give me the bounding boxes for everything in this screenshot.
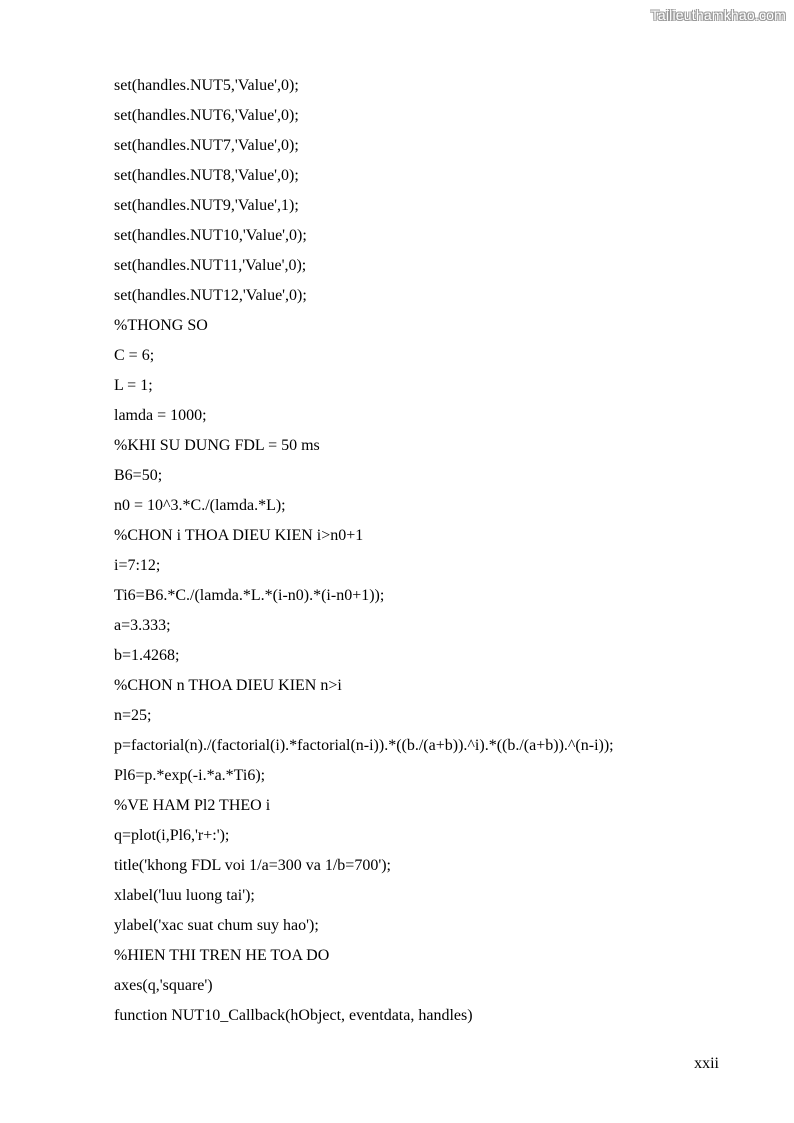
- code-comment: %CHON n THOA DIEU KIEN n>i: [114, 677, 342, 694]
- code-line: function NUT10_Callback(hObject, eventdata, handles): [114, 1007, 473, 1024]
- code-line: b=1.4268;: [114, 647, 180, 664]
- code-line: set(handles.NUT11,'Value',0);: [114, 257, 307, 274]
- code-line: axes(q,'square'): [114, 977, 213, 994]
- code-line: Ti6=B6.*C./(lamda.*L.*(i-n0).*(i-n0+1));: [114, 587, 385, 604]
- code-comment: %THONG SO: [114, 317, 208, 334]
- code-line: a=3.333;: [114, 617, 171, 634]
- code-comment: %CHON i THOA DIEU KIEN i>n0+1: [114, 527, 364, 544]
- code-line: set(handles.NUT10,'Value',0);: [114, 227, 307, 244]
- code-line: i=7:12;: [114, 557, 161, 574]
- code-line: L = 1;: [114, 377, 153, 394]
- code-line: ylabel('xac suat chum suy hao');: [114, 917, 319, 934]
- code-line: set(handles.NUT9,'Value',1);: [114, 197, 299, 214]
- code-line: xlabel('luu luong tai');: [114, 887, 255, 904]
- code-comment: %VE HAM Pl2 THEO i: [114, 797, 271, 814]
- code-line: Pl6=p.*exp(-i.*a.*Ti6);: [114, 767, 266, 784]
- code-line: set(handles.NUT12,'Value',0);: [114, 287, 307, 304]
- code-listing: [114, 75, 754, 1035]
- code-line: p=factorial(n)./(factorial(i).*factorial(n-i)).*((b./(a+b)).^i).*((b./(a+b)).^(n-i));: [114, 737, 614, 754]
- code-comment: %HIEN THI TREN HE TOA DO: [114, 947, 330, 964]
- code-line: q=plot(i,Pl6,'r+:');: [114, 827, 230, 844]
- code-comment: %KHI SU DUNG FDL = 50 ms: [114, 437, 320, 454]
- code-line: n=25;: [114, 707, 152, 724]
- code-line: set(handles.NUT8,'Value',0);: [114, 167, 299, 184]
- code-line: n0 = 10^3.*C./(lamda.*L);: [114, 497, 286, 514]
- code-line: set(handles.NUT6,'Value',0);: [114, 107, 299, 124]
- code-line: C = 6;: [114, 347, 155, 364]
- page-number: xxii: [694, 1055, 719, 1072]
- code-line: set(handles.NUT7,'Value',0);: [114, 137, 299, 154]
- code-line: title('khong FDL voi 1/a=300 va 1/b=700');: [114, 857, 391, 874]
- code-line: B6=50;: [114, 467, 163, 484]
- code-line: lamda = 1000;: [114, 407, 207, 424]
- watermark-logo: Tailieuthamkhao.com: [650, 7, 786, 23]
- code-line: set(handles.NUT5,'Value',0);: [114, 77, 299, 94]
